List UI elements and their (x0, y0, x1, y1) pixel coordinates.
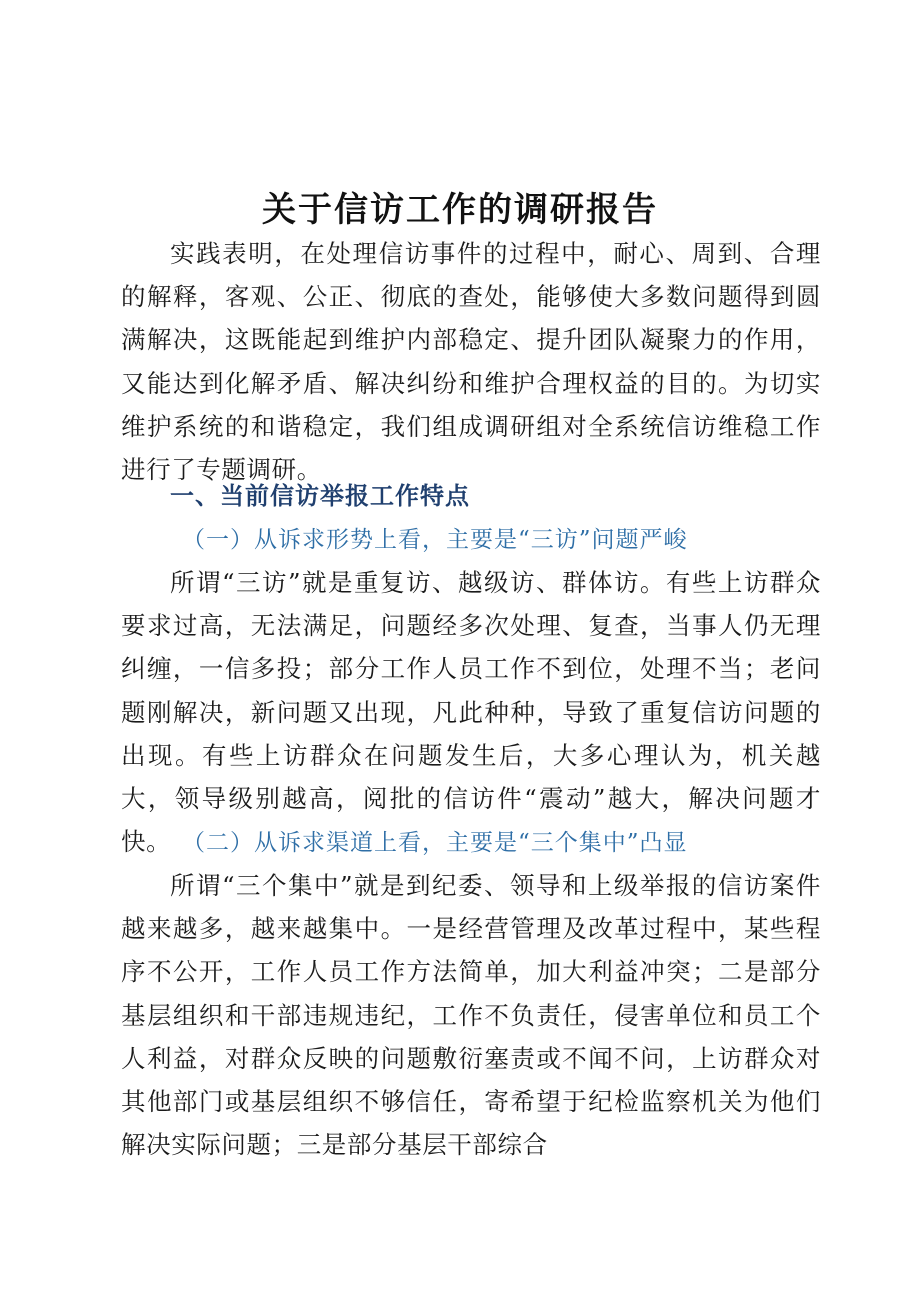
subsection-heading-2: （二）从诉求渠道上看，主要是“三个集中”凸显 (182, 830, 688, 856)
intro-paragraph: 实践表明，在处理信访事件的过程中，耐心、周到、合理的解释，客观、公正、彻底的查处，能够使大多数问题得到圆满解决，这既能起到维护内部稳定、提升团队凝聚力的作用，又能达到化解矛盾、解决纠纷和维护合理权益的目的。为切实维护系统的和谐稳定，我们组成调研组对全系统信访维稳工作进行了专题调研。 (121, 239, 821, 485)
section-heading: 一、当前信访举报工作特点 (170, 482, 470, 510)
subsection-heading-1: （一）从诉求形势上看，主要是“三访”问题严峻 (182, 527, 688, 553)
subsection-paragraph-1: 所谓“三访”就是重复访、越级访、群体访。有些上访群众要求过高，无法满足，问题经多次处理、复查，当事人仍无理纠缠，一信多投；部分工作人员工作不到位，处理不当；老问题刚解决，新问题又出现，凡此种种，导致了重复信访问题的出现。有些上访群众在问题发生后，大多心理认为，机关越大，领导级别越高，阅批的信访件“震动”越大，解决问题才快。 (121, 568, 821, 857)
subsection-paragraph-2: 所谓“三个集中”就是到纪委、领导和上级举报的信访案件越来越多，越来越集中。一是经营管理及改革过程中，某些程序不公开，工作人员工作方法简单，加大利益冲突；二是部分基层组织和干部违规违纪，工作不负责任，侵害单位和员工个人利益，对群众反映的问题敷衍塞责或不闻不问，上访群众对其他部门或基层组织不够信任，寄希望于纪检监察机关为他们解决实际问题；三是部分基层干部综合 (121, 871, 821, 1160)
document-title: 关于信访工作的调研报告 (262, 190, 658, 230)
